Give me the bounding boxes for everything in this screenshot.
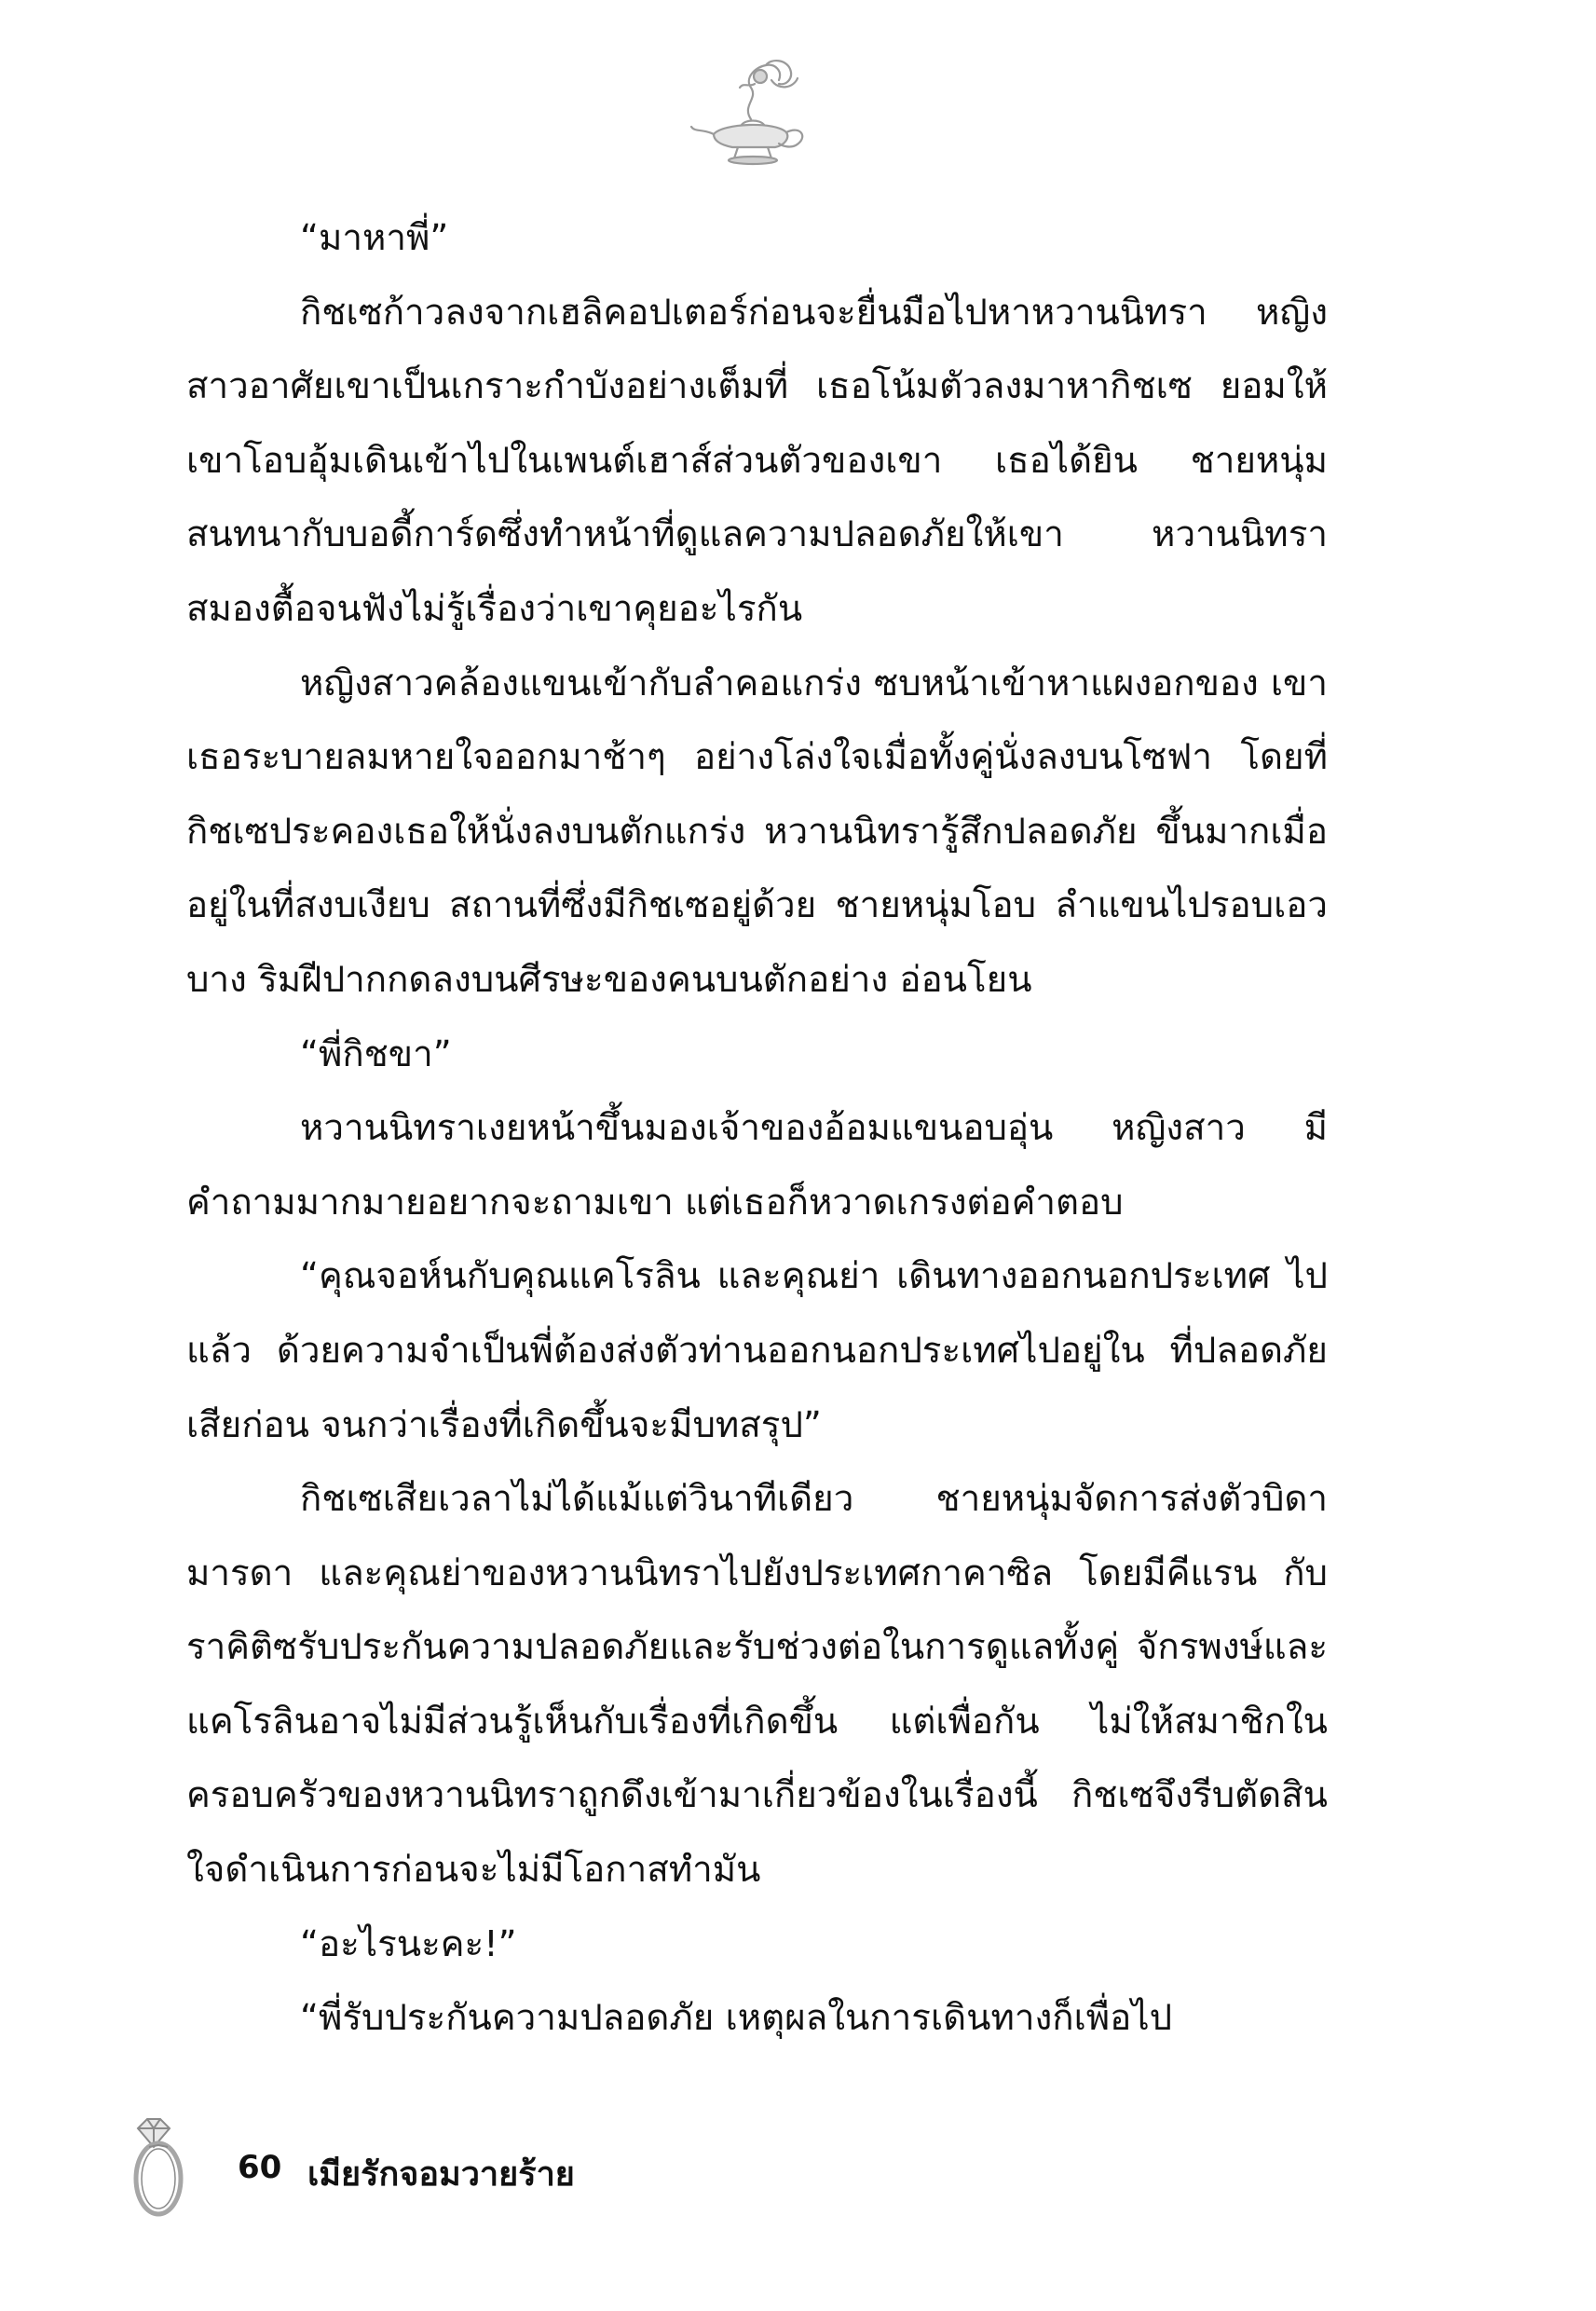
paragraph: หญิงสาวคล้องแขนเข้ากับลำคอแกร่ง ซบหน้าเข้าหาแผงอกของ เขา เธอระบายลมหายใจออกมาช้าๆ อย่างโล่งใจเมื่อทั้งคู่นั่งลงบนโซฟา โดยที่กิชเซประคองเธอให้นั่งลงบนตักแกร่ง หวานนิทรารู้สึกปลอดภัย ขึ้นมากเมื่ออยู่ในที่สงบเงียบ สถานที่ซึ่งมีกิชเซอยู่ด้วย ชายหนุ่มโอบ ลำแขนไปรอบเอวบาง ริมฝีปากกดลงบนศีรษะของคนบนตักอย่าง อ่อนโยน [186, 662, 1328, 1001]
paragraph: หวานนิทราเงยหน้าขึ้นมองเจ้าของอ้อมแขนอบอุ่น หญิงสาว มีคำถามมากมายอยากจะถามเขา แต่เธอก็หวาดเกรงต่อคำตอบ [186, 1107, 1328, 1224]
paragraph: “อะไรนะคะ!” [300, 1922, 517, 1965]
paragraph: “คุณจอห์นกับคุณแคโรลิน และคุณย่า เดินทางออกนอกประเทศ ไปแล้ว ด้วยความจำเป็นพี่ต้องส่งตัวท่านออกนอกประเทศไปอยู่ใน ที่ปลอดภัยเสียก่อน จนกว่าเรื่องที่เกิดขึ้นจะมีบทสรุป” [186, 1255, 1328, 1446]
paragraph: “พี่รับประกันความปลอดภัย เหตุผลในการเดินทางก็เพื่อไป [300, 1997, 1173, 2040]
paragraph: “มาหาพี่” [300, 217, 449, 259]
page-number: 60 [238, 2149, 282, 2186]
genie-lamp-icon [686, 54, 816, 175]
diamond-ring-icon [121, 2110, 196, 2220]
body-text [186, 201, 1328, 2056]
paragraph: กิชเซเสียเวลาไม่ได้แม้แต่วินาทีเดียว ชายหนุ่มจัดการส่งตัวบิดา มารดา และคุณย่าของหวานนิทราไปยังประเทศกาคาซิล โดยมีคีแรน กับราคิติซรับประกันความปลอดภัยและรับช่วงต่อในการดูแลทั้งคู่ จักรพงษ์และแคโรลินอาจไม่มีส่วนรู้เห็นกับเรื่องที่เกิดขึ้น แต่เพื่อกัน ไม่ให้สมาชิกในครอบครัวของหวานนิทราถูกดึงเข้ามาเกี่ยวข้องในเรื่องนี้ กิชเซจึงรีบตัดสินใจดำเนินการก่อนจะไม่มีโอกาสทำมัน [186, 1478, 1328, 1892]
page-footer [121, 2110, 773, 2222]
paragraph: กิชเซก้าวลงจากเฮลิคอปเตอร์ก่อนจะยื่นมือไปหาหวานนิทรา หญิงสาวอาศัยเขาเป็นเกราะกำบังอย่างเต็มที่ เธอโน้มตัวลงมาหากิชเซ ยอมให้เขาโอบอุ้มเดินเข้าไปในเพนต์เฮาส์ส่วนตัวของเขา เธอได้ยิน ชายหนุ่มสนทนากับบอดี้การ์ดซึ่งทำหน้าที่ดูแลความปลอดภัยให้เขา หวานนิทราสมองตื้อจนฟังไม่รู้เรื่องว่าเขาคุยอะไรกัน [186, 291, 1328, 630]
paragraph: “พี่กิชขา” [300, 1032, 452, 1075]
book-title: เมียรักจอมวายร้าย [307, 2155, 575, 2194]
